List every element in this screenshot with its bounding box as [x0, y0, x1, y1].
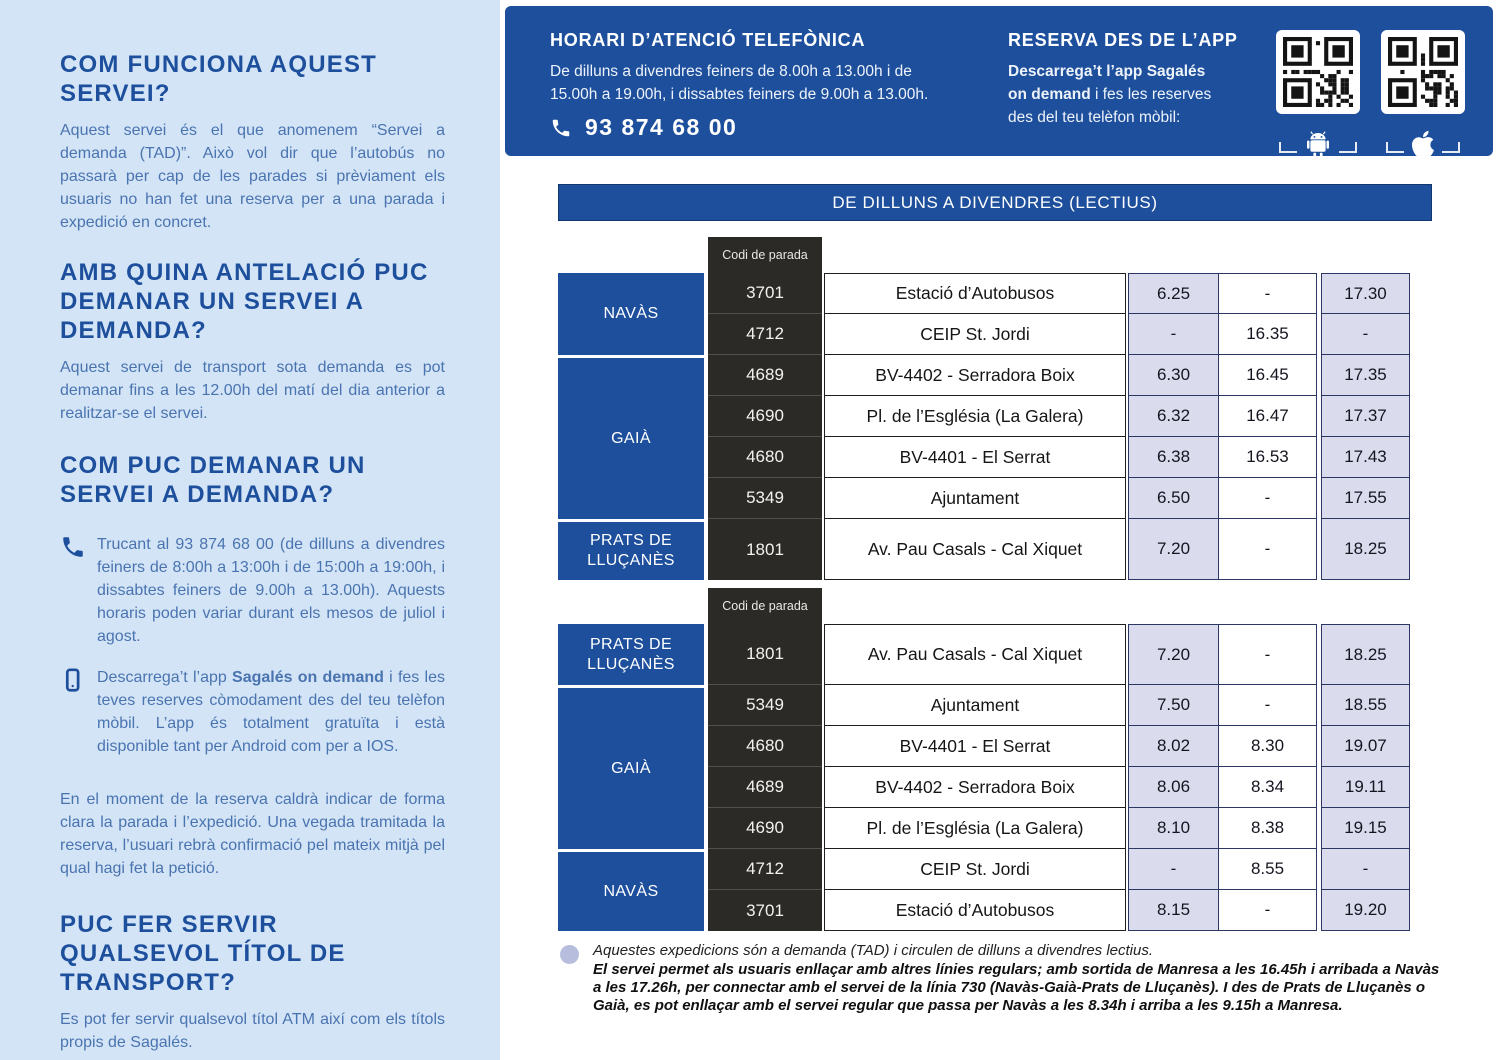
time-cell: - [1218, 685, 1317, 726]
code-cell: 1801 [708, 624, 822, 685]
confirmation-paragraph: En el moment de la reserva caldrà indicar de forma clara la parada i l’expedició. Una vegada tramitada la reserva, l’usuari rebrà confirmació pel mateix mitjà pel qual hagi fet la petició. [60, 791, 445, 877]
footnote-bold: El servei permet als usuaris enllaçar amb altres línies regulars; amb sortida de Manresa a les 16.45h i arribada a Navàs a les 17.26h, per connectar amb el servei de la línia 730 (Navàs-Gaià-Prats de Lluçanès). I des de Prats de Lluçanès o Gaià, es pot enllaçar amb el servei regular que passa per Navàs a les 8.34h i arriba a les 9.15h a Manresa. [593, 961, 1440, 1014]
bracket-left [1386, 142, 1404, 153]
stop-cell: CEIP St. Jordi [824, 314, 1126, 355]
stop-cell: BV-4401 - El Serrat [824, 437, 1126, 478]
time-cell: 17.35 [1321, 355, 1410, 396]
stop-cell: Estació d’Autobusos [824, 273, 1126, 314]
time-cell: 6.50 [1128, 478, 1218, 519]
section-heading-advance-notice: AMB QUINA ANTELACIÓ PUC DEMANAR UN SERVEI A DEMANDA? [60, 259, 429, 344]
time-cell: 8.10 [1128, 808, 1218, 849]
time-cell: 19.20 [1321, 890, 1410, 931]
time-cell: - [1321, 849, 1410, 890]
time-cell: 19.07 [1321, 726, 1410, 767]
time-cell: - [1218, 273, 1317, 314]
time-cell: 17.43 [1321, 437, 1410, 478]
stop-cell: BV-4402 - Serradora Boix [824, 355, 1126, 396]
group-cell: GAIÀ [558, 355, 704, 519]
timetable-return [558, 624, 1410, 931]
app-reserve-text: Descarrega’t l’app Sagalés on demand i fes les reserves des del teu telèfon mòbil: [1008, 63, 1212, 126]
time-cell: - [1218, 624, 1317, 685]
ios-caption [1381, 123, 1465, 159]
stop-cell: BV-4402 - Serradora Boix [824, 767, 1126, 808]
footnotes [560, 942, 1450, 1015]
timetable-outbound [558, 273, 1410, 580]
phone-handset-icon [550, 117, 572, 139]
section-body-how-it-works: Aquest servei és el que anomenem “Servei a demanda (TAD)”. Això vol dir que l’autobús no passarà per cap de les parades si prèviament els usuaris no han fet una reserva per a una parada i expedició en concret. [60, 122, 445, 231]
code-cell: 5349 [708, 685, 822, 726]
time-cell: 18.25 [1321, 519, 1410, 580]
list-item-phone [60, 533, 445, 648]
stop-cell: Ajuntament [824, 478, 1126, 519]
time-cell: 8.30 [1218, 726, 1317, 767]
time-cell: 6.25 [1128, 273, 1218, 314]
time-cell: 16.35 [1218, 314, 1317, 355]
stop-cell: Pl. de l’Església (La Galera) [824, 396, 1126, 437]
time-cell: 6.32 [1128, 396, 1218, 437]
qr-android-block [1276, 30, 1360, 159]
stop-cell: CEIP St. Jordi [824, 849, 1126, 890]
time-cell: - [1128, 849, 1218, 890]
phone-attention-block [550, 30, 928, 141]
footnote-line1: Aquestes expedicions són a demanda (TAD) i circulen de dilluns a divendres lectius. [593, 942, 1154, 959]
time-cell: 8.15 [1128, 890, 1218, 931]
phone-number-row [550, 114, 928, 141]
time-cell: 7.20 [1128, 624, 1218, 685]
group-cell: NAVÀS [558, 273, 704, 355]
time-cell: - [1218, 890, 1317, 931]
faq-sidebar [0, 0, 500, 1060]
smartphone-icon [60, 666, 97, 758]
time-cell: 16.45 [1218, 355, 1317, 396]
group-cell: NAVÀS [558, 849, 704, 931]
code-cell: 4690 [708, 808, 822, 849]
time-cell: 17.37 [1321, 396, 1410, 437]
app-reserve-block [1008, 30, 1266, 129]
android-caption [1276, 123, 1360, 159]
time-cell: - [1218, 478, 1317, 519]
time-cell: 6.30 [1128, 355, 1218, 396]
list-item-phone-text: Trucant al 93 874 68 00 (de dilluns a divendres feiners de 8:00h a 13:00h i de 15:00h a 19:00h, i dissabtes feiners de 9.00h a 13.00h). Aquests horaris poden variar durant els mesos de juliol i agost. [97, 536, 445, 645]
phone-number: 93 874 68 00 [585, 114, 738, 140]
qr-code-ios [1381, 30, 1465, 114]
apple-logo-icon [1410, 129, 1436, 159]
top-banner [505, 6, 1493, 156]
time-cell: 7.20 [1128, 519, 1218, 580]
code-column-header: Codi de parada [708, 237, 822, 273]
qr-code-android [1276, 30, 1360, 114]
code-cell: 3701 [708, 273, 822, 314]
time-cell: 19.15 [1321, 808, 1410, 849]
time-cell: - [1321, 314, 1410, 355]
code-cell: 4689 [708, 767, 822, 808]
app-reserve-title: RESERVA DES DE L’APP [1008, 30, 1238, 50]
stop-cell: Pl. de l’Església (La Galera) [824, 808, 1126, 849]
code-cell: 4680 [708, 437, 822, 478]
code-cell: 4680 [708, 726, 822, 767]
time-cell: 18.55 [1321, 685, 1410, 726]
time-cell: 8.02 [1128, 726, 1218, 767]
time-cell: 6.38 [1128, 437, 1218, 478]
bracket-right [1339, 142, 1357, 153]
code-cell: 4689 [708, 355, 822, 396]
qr-ios-block [1381, 30, 1465, 159]
section-heading-tickets: PUC FER SERVIR QUALSEVOL TÍTOL DE TRANSPORT? [60, 911, 346, 996]
footnotes-text [593, 942, 1450, 1015]
code-cell: 1801 [708, 519, 822, 580]
list-item-app [60, 666, 445, 758]
phone-attention-title: HORARI D’ATENCIÓ TELEFÒNICA [550, 30, 866, 50]
code-cell: 4712 [708, 849, 822, 890]
list-item-app-text: Descarrega’t l’app Sagalés on demand i fes les teves reserves còmodament des del teu telèfon mòbil. L’app és totalment gratuïta i està disponible tant per Android com per a IOS. [97, 669, 446, 755]
time-cell: 7.50 [1128, 685, 1218, 726]
bullet-icon [560, 945, 579, 964]
stop-cell: BV-4401 - El Serrat [824, 726, 1126, 767]
time-cell: 17.30 [1321, 273, 1410, 314]
time-cell: 8.55 [1218, 849, 1317, 890]
code-cell: 3701 [708, 890, 822, 931]
time-cell: - [1218, 519, 1317, 580]
code-cell: 4690 [708, 396, 822, 437]
phone-attention-hours: De dilluns a divendres feiners de 8.00h a 13.00h i de 15.00h a 19.00h, i dissabtes feiners de 9.00h a 13.00h. [550, 63, 929, 103]
group-cell: PRATS DE LLUÇANÈS [558, 519, 704, 580]
time-cell: - [1128, 314, 1218, 355]
group-cell: PRATS DE LLUÇANÈS [558, 624, 704, 685]
time-cell: 19.11 [1321, 767, 1410, 808]
bracket-left [1279, 142, 1297, 153]
bracket-right [1442, 142, 1460, 153]
day-header-bar: DE DILLUNS A DIVENDRES (LECTIUS) [558, 184, 1432, 221]
code-cell: 4712 [708, 314, 822, 355]
code-column-header: Codi de parada [708, 588, 822, 624]
time-cell: 16.53 [1218, 437, 1317, 478]
code-cell: 5349 [708, 478, 822, 519]
time-cell: 8.38 [1218, 808, 1317, 849]
time-cell: 8.34 [1218, 767, 1317, 808]
stop-cell: Ajuntament [824, 685, 1126, 726]
android-robot-icon [1303, 129, 1333, 159]
section-body-advance-notice: Aquest servei de transport sota demanda es pot demanar fins a les 12.00h del matí del dia anterior a realitzar-se el servei. [60, 359, 445, 422]
group-cell: GAIÀ [558, 685, 704, 849]
phone-handset-icon [60, 533, 97, 648]
stop-cell: Av. Pau Casals - Cal Xiquet [824, 624, 1126, 685]
time-cell: 8.06 [1128, 767, 1218, 808]
section-heading-how-it-works: COM FUNCIONA AQUEST SERVEI? [60, 51, 378, 107]
stop-cell: Av. Pau Casals - Cal Xiquet [824, 519, 1126, 580]
time-cell: 18.25 [1321, 624, 1410, 685]
time-cell: 16.47 [1218, 396, 1317, 437]
section-heading-how-to-request: COM PUC DEMANAR UN SERVEI A DEMANDA? [60, 452, 366, 508]
main-content [505, 0, 1500, 1060]
time-cell: 17.55 [1321, 478, 1410, 519]
stop-cell: Estació d’Autobusos [824, 890, 1126, 931]
section-body-tickets: Es pot fer servir qualsevol títol ATM així com els títols propis de Sagalés. [60, 1011, 445, 1051]
